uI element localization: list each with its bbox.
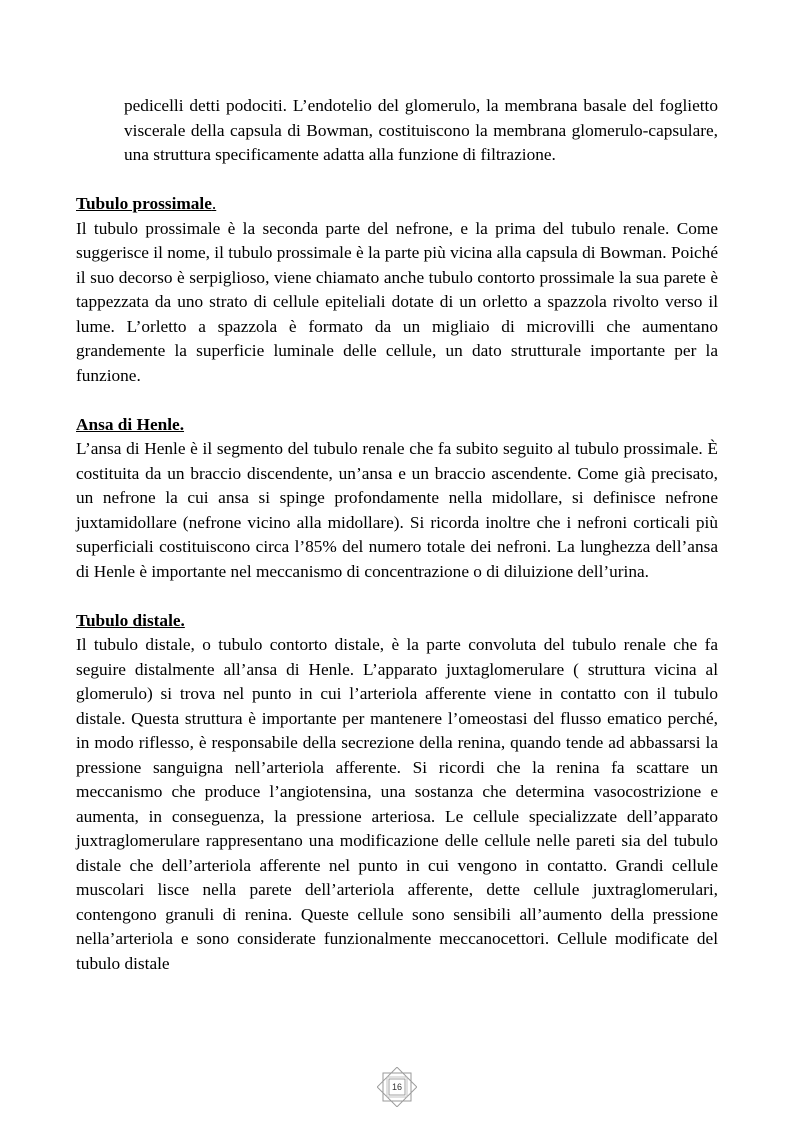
section-heading-ansa-di-henle: Ansa di Henle. bbox=[76, 414, 185, 434]
spacer bbox=[76, 168, 718, 193]
page-number-ornament bbox=[377, 1067, 417, 1107]
section-body-tubulo-prossimale: Il tubulo prossimale è la seconda parte del nefrone, e la prima del tubulo renale. Come suggerisce il nome, il tubulo prossimale è la parte più vicina alla capsula di Bowman. Poiché il suo decorso è serpiglioso, viene chiamato anche tubulo contorto prossimale la sua parete è tappezzata da uno strato di cellule epiteliali dotate di un orletto a spazzola rivolto verso il lume. L’orletto a spazzola è formato da un migliaio di microvilli che aumentano grandemente la superficie luminale delle cellule, un dato strutturale importante per la funzione. bbox=[76, 218, 718, 385]
page-content bbox=[76, 94, 718, 976]
section-heading-tubulo-prossimale bbox=[76, 192, 718, 217]
section-body-ansa-di-henle: L’ansa di Henle è il segmento del tubulo renale che fa subito seguito al tubulo prossimale. È costituita da un braccio discendente, un’ansa e un braccio ascendente. Come già precisato, un nefrone la cui ansa si spinge profondamente nella midollare, si definisce nefrone juxtamidollare (nefrone vicino alla midollare). Si ricorda inoltre che i nefroni corticali più superficiali costituiscono circa l’85% del numero totale dei nefroni. La lunghezza dell’ansa di Henle è importante nel meccanismo di concentrazione o di diluizione dell’urina. bbox=[76, 439, 718, 581]
spacer bbox=[76, 388, 718, 413]
intro-paragraph: pedicelli detti podociti. L’endotelio del glomerulo, la membrana basale del foglietto viscerale della capsula di Bowman, costituiscono la membrana glomerulo-capsulare, una struttura specificamente adatta alla funzione di filtrazione. bbox=[124, 96, 718, 164]
heading-tail: . bbox=[211, 194, 217, 213]
section-body-tubulo-distale: Il tubulo distale, o tubulo contorto distale, è la parte convoluta del tubulo renale che fa seguire distalmente all’ansa di Henle. L’apparato juxtaglomerulare ( struttura vicina al glomerulo) si trova nel punto in cui l’arteriola afferente viene in contatto con il tubulo distale. Questa struttura è importante per mantenere l’omeostasi del flusso ematico perché, in modo riflesso, è responsabile della secrezione della renina, quando tende ad abbassarsi la pressione sanguigna nell’arteriola afferente. Si ricordi che la renina fa scattare un meccanismo che produce l’angiotensina, una sostanza che determina vasocostrizione e aumenta, in conseguenza, la pressione arteriosa. Le cellule specializzate dell’apparato juxtraglomerulare rappresentano una modificazione delle cellule nelle pareti sia del tubulo distale che dell’arteriola afferente nel punto in cui vengono in contatto. Grandi cellule muscolari lisce nella parete dell’arteriola afferente, dette cellule juxtraglomerulari, contengono granuli di renina. Queste cellule sono sensibili all’aumento della pressione nella’arteriola e sono considerate funzionalmente meccanocettori. Cellule modificate del tubulo distale bbox=[76, 635, 718, 973]
heading-text: Tubulo prossimale bbox=[76, 194, 212, 213]
page-number: 16 bbox=[391, 1082, 402, 1092]
section-heading-tubulo-distale: Tubulo distale. bbox=[76, 610, 185, 630]
spacer bbox=[76, 584, 718, 609]
